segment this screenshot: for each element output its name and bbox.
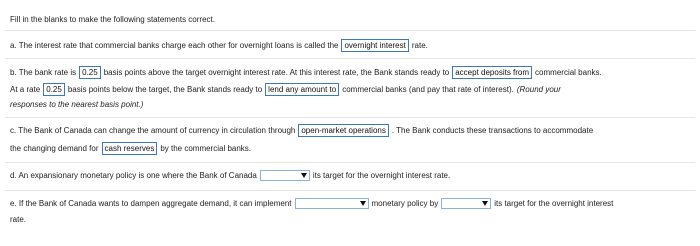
statement-b-text-6: commercial banks (and pay that rate of interest).	[342, 84, 514, 94]
divider	[5, 117, 695, 118]
statement-c-text-4: by the commercial banks.	[160, 143, 252, 153]
answer-accept-deposits-from[interactable]: accept deposits from	[452, 66, 532, 79]
statement-d	[10, 168, 450, 182]
statement-b-note-1: (Round your	[516, 84, 561, 94]
dropdown-expansionary-target[interactable]	[260, 170, 310, 181]
statement-b-text-1: b. The bank rate is	[10, 67, 77, 77]
dropdown-target-direction[interactable]	[441, 198, 491, 209]
statement-c-line-2	[10, 141, 251, 155]
answer-bank-rate-basis-points[interactable]: 0.25	[79, 66, 101, 79]
statement-e-text-4: rate.	[10, 214, 27, 224]
answer-lend-any-amount-to[interactable]: lend any amount to	[265, 83, 339, 96]
statement-e-text-2: monetary policy by	[371, 198, 439, 208]
statement-d-text-1: d. An expansionary monetary policy is one where the Bank of Canada	[10, 170, 257, 180]
statement-b-line-1	[10, 65, 602, 79]
dropdown-policy-type[interactable]	[295, 198, 369, 209]
answer-open-market-operations[interactable]: open-market operations	[298, 124, 389, 137]
divider	[5, 30, 695, 31]
statement-b-line-2	[10, 82, 561, 96]
divider	[5, 190, 695, 191]
instruction-text: Fill in the blanks to make the following statements correct.	[10, 14, 215, 24]
statement-a	[10, 38, 428, 52]
statement-c-line-1	[10, 123, 593, 137]
statement-b-text-2: basis points above the target overnight interest rate. At this interest rate, the Bank stands ready to	[103, 67, 450, 77]
statement-b-text-4: At a rate	[10, 84, 41, 94]
statement-a-text-1: a. The interest rate that commercial banks charge each other for overnight loans is called the	[10, 40, 339, 50]
statement-e-line-2	[10, 212, 26, 226]
instruction-line	[10, 12, 215, 26]
statement-e-text-1: e. If the Bank of Canada wants to dampen aggregate demand, it can implement	[10, 198, 292, 208]
statement-d-text-2: its target for the overnight interest rate.	[312, 170, 451, 180]
answer-below-target-basis-points[interactable]: 0.25	[43, 83, 65, 96]
statement-b-text-3: commercial banks.	[535, 67, 602, 77]
statement-b-text-5: basis points below the target, the Bank stands ready to	[67, 84, 263, 94]
statement-b-line-3	[10, 97, 143, 111]
chevron-down-icon	[482, 201, 488, 206]
answer-cash-reserves[interactable]: cash reserves	[102, 142, 158, 155]
chevron-down-icon	[301, 173, 307, 178]
statement-c-text-3: the changing demand for	[10, 143, 99, 153]
statement-c-text-2: . The Bank conducts these transactions to accommodate	[391, 125, 594, 135]
statement-a-text-2: rate.	[411, 40, 428, 50]
chevron-down-icon	[360, 201, 366, 206]
divider	[5, 58, 695, 59]
statement-e-text-3: its target for the overnight interest	[494, 198, 614, 208]
statement-b-note-2: responses to the nearest basis point.)	[10, 99, 144, 109]
answer-overnight-interest[interactable]: overnight interest	[341, 39, 408, 52]
statement-c-text-1: c. The Bank of Canada can change the amount of currency in circulation through	[10, 125, 296, 135]
statement-e-line-1	[10, 196, 613, 210]
divider	[5, 162, 695, 163]
